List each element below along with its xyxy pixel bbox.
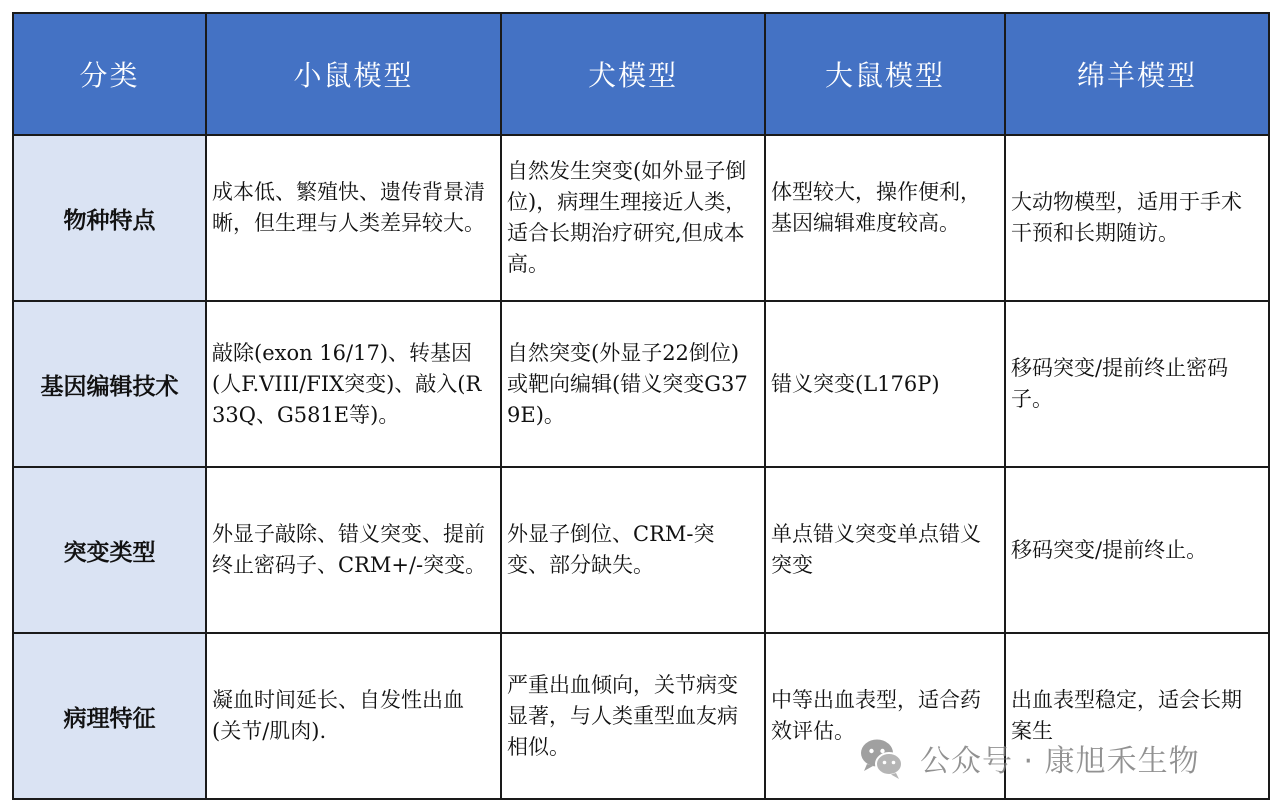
table-cell — [1005, 135, 1269, 301]
cell-text: 中等出血表型，适合药效评估。 — [771, 688, 981, 743]
cell-text: 移码突变/提前终止密码子。 — [1011, 356, 1229, 411]
table-cell — [206, 633, 501, 799]
comparison-table — [12, 12, 1270, 800]
table-cell — [1005, 467, 1269, 633]
table-cell — [206, 467, 501, 633]
cell-text: 错义突变(L176P) — [771, 371, 940, 396]
header-row — [13, 13, 1269, 135]
cell-text: 大动物模型，适用于手术干预和长期随访。 — [1011, 190, 1242, 245]
row-label: 物种特点 — [13, 135, 206, 301]
cell-text: 自然突变(外显子22倒位)或靶向编辑(错义突变G379E)。 — [507, 340, 748, 427]
watermark-text: 公众号 · 康旭禾生物 — [920, 744, 1200, 779]
header-sheep-model: 绵羊模型 — [1005, 13, 1269, 135]
cell-text: 移码突变/提前终止。 — [1011, 537, 1208, 562]
table-row — [13, 135, 1269, 301]
header-mouse-model: 小鼠模型 — [206, 13, 501, 135]
row-label: 突变类型 — [13, 467, 206, 633]
wechat-icon — [858, 735, 906, 781]
header-dog-model: 犬模型 — [501, 13, 765, 135]
cell-text: 体型较大，操作便利，基因编辑难度较高。 — [771, 180, 981, 235]
table-cell — [501, 301, 765, 467]
table-cell — [206, 135, 501, 301]
table-cell — [1005, 301, 1269, 467]
cell-text: 凝血时间延长、自发性出血(关节/肌肉). — [212, 688, 464, 743]
table-row — [13, 301, 1269, 467]
row-label: 病理特征 — [13, 633, 206, 799]
cell-text: 出血表型稳定，适会长期案生 — [1011, 688, 1242, 743]
table-cell — [501, 633, 765, 799]
cell-text: 外显子倒位、CRM-突变、部分缺失。 — [507, 522, 715, 577]
watermark — [858, 735, 1200, 781]
cell-text: 自然发生突变(如外显子倒位)，病理生理接近人类，适合长期治疗研究,但成本高。 — [507, 159, 747, 276]
table-cell — [206, 301, 501, 467]
header-category: 分类 — [13, 13, 206, 135]
header-rat-model: 大鼠模型 — [765, 13, 1005, 135]
table-row — [13, 467, 1269, 633]
cell-text: 成本低、繁殖快、遗传背景清晰，但生理与人类差异较大。 — [212, 180, 485, 235]
cell-text: 严重出血倾向，关节病变显著，与人类重型血友病相似。 — [507, 672, 738, 759]
cell-text: 敲除(exon 16/17)、转基因(人F.VIII/FIX突变)、敲入(R33Q、G581E等)。 — [212, 340, 482, 427]
table-cell — [765, 467, 1005, 633]
comparison-table-wrapper — [12, 12, 1268, 799]
table-cell — [765, 135, 1005, 301]
cell-text: 外显子敲除、错义突变、提前终止密码子、CRM+/-突变。 — [212, 522, 487, 577]
cell-text: 单点错义突变单点错义突变 — [771, 522, 981, 577]
table-cell — [501, 467, 765, 633]
table-cell — [501, 135, 765, 301]
row-label: 基因编辑技术 — [13, 301, 206, 467]
table-cell — [765, 301, 1005, 467]
